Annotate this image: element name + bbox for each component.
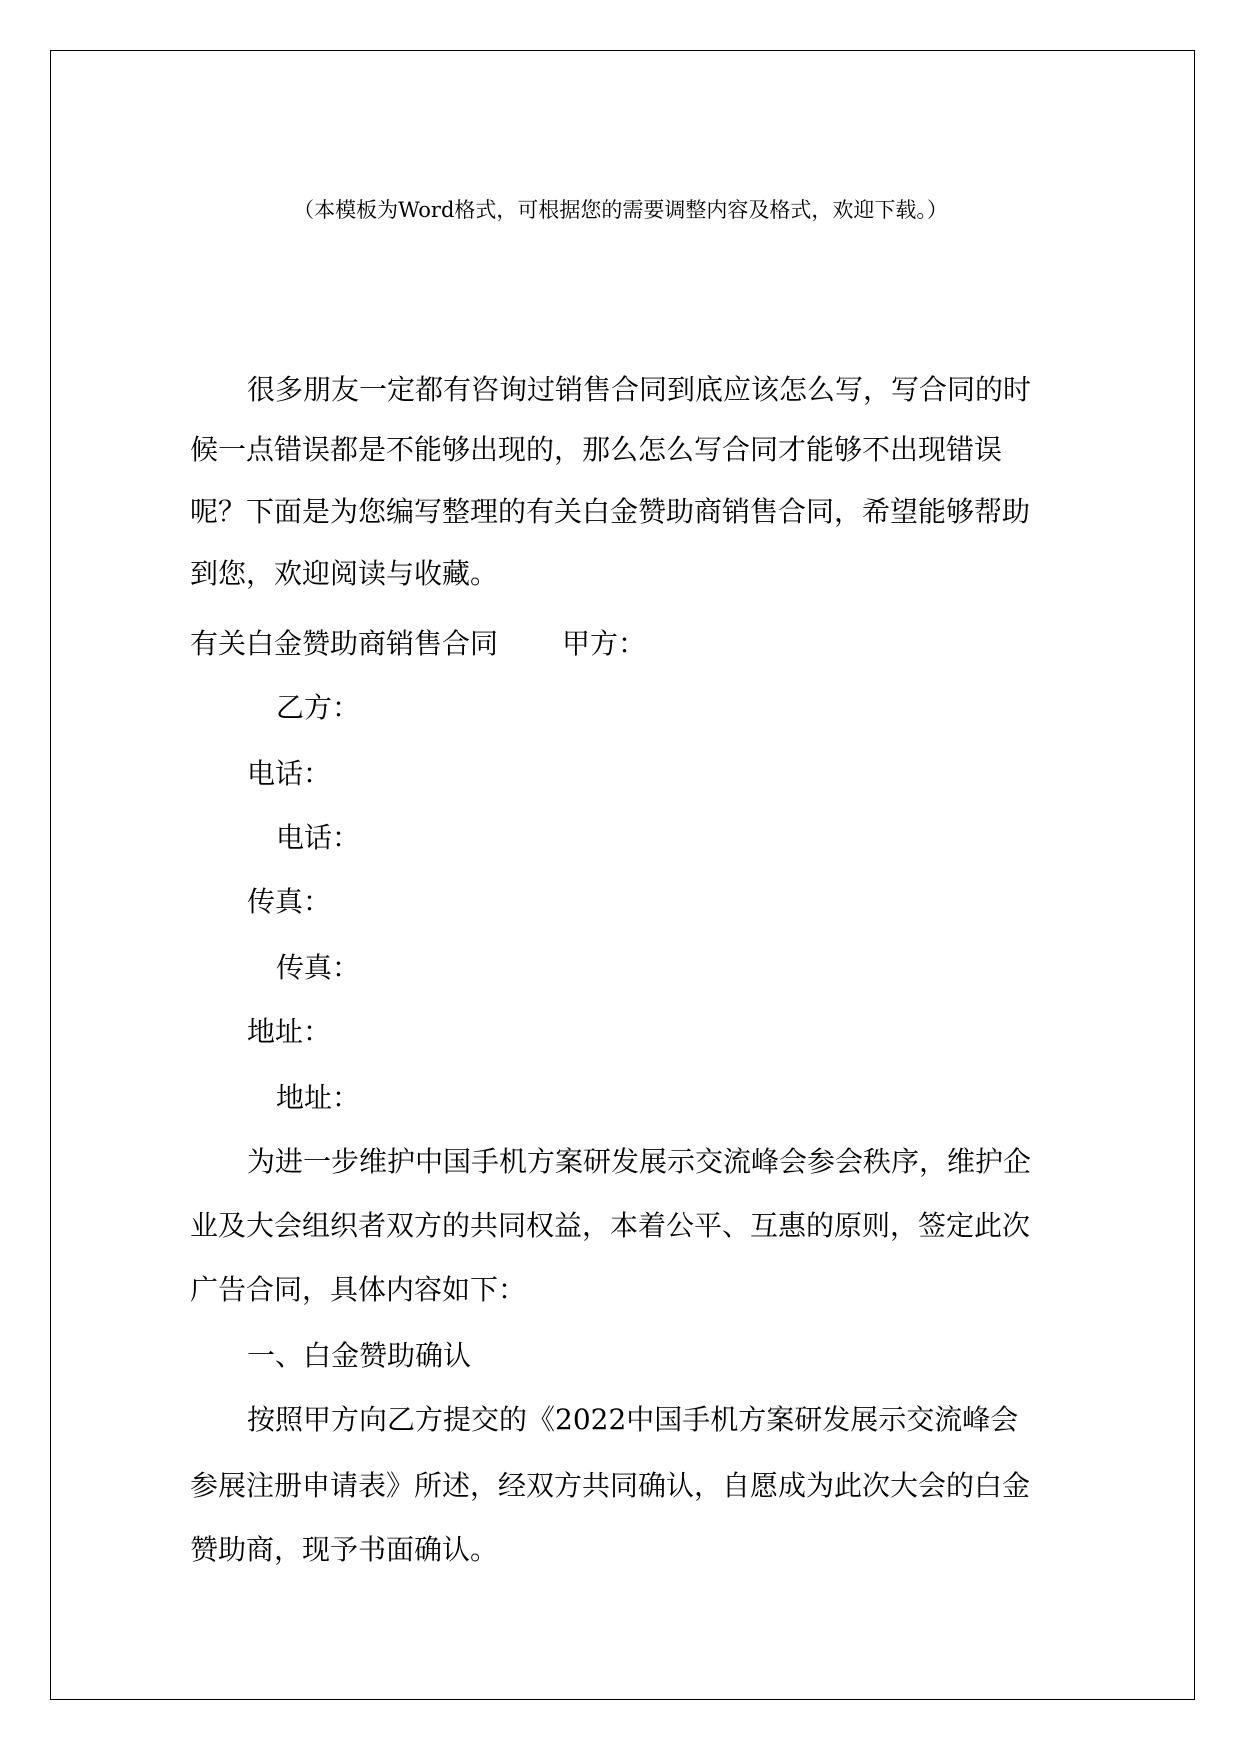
party-b-label: 乙方： bbox=[276, 691, 361, 724]
preamble-line-1: 为进一步维护中国手机方案研发展示交流峰会参会秩序，维护企 bbox=[247, 1145, 1032, 1178]
phone-a-label: 电话： bbox=[247, 757, 332, 790]
section-line-2: 参展注册申请表》所述，经双方共同确认，自愿成为此次大会的白金 bbox=[190, 1469, 1031, 1502]
section-line-3: 赞助商，现予书面确认。 bbox=[190, 1533, 499, 1566]
intro-line-1: 很多朋友一定都有咨询过销售合同到底应该怎么写，写合同的时 bbox=[247, 373, 1032, 406]
preamble-line-2: 业及大会组织者双方的共同权益，本着公平、互惠的原则，签定此次 bbox=[190, 1209, 1031, 1242]
address-a-label: 地址： bbox=[247, 1015, 332, 1048]
intro-line-2: 候一点错误都是不能够出现的，那么怎么写合同才能够不出现错误 bbox=[190, 433, 1003, 466]
template-note: （本模板为Word格式，可根据您的需要调整内容及格式，欢迎下载。） bbox=[293, 198, 948, 222]
phone-b-label: 电话： bbox=[276, 821, 361, 854]
contract-title: 有关白金赞助商销售合同 bbox=[190, 627, 499, 660]
intro-line-3: 呢？下面是为您编写整理的有关白金赞助商销售合同，希望能够帮助 bbox=[190, 495, 1031, 528]
section-line-1: 按照甲方向乙方提交的《2022中国手机方案研发展示交流峰会 bbox=[247, 1403, 1019, 1436]
fax-b-label: 传真： bbox=[276, 951, 361, 984]
fax-a-label: 传真： bbox=[247, 885, 332, 918]
address-b-label: 地址： bbox=[276, 1081, 361, 1114]
preamble-line-3: 广告合同，具体内容如下： bbox=[190, 1273, 527, 1306]
section-heading: 一、白金赞助确认 bbox=[247, 1339, 472, 1372]
party-a-label: 甲方： bbox=[562, 627, 647, 660]
page-border bbox=[50, 50, 1195, 1700]
contract-title-row bbox=[190, 626, 646, 662]
intro-line-4: 到您，欢迎阅读与收藏。 bbox=[190, 557, 499, 590]
